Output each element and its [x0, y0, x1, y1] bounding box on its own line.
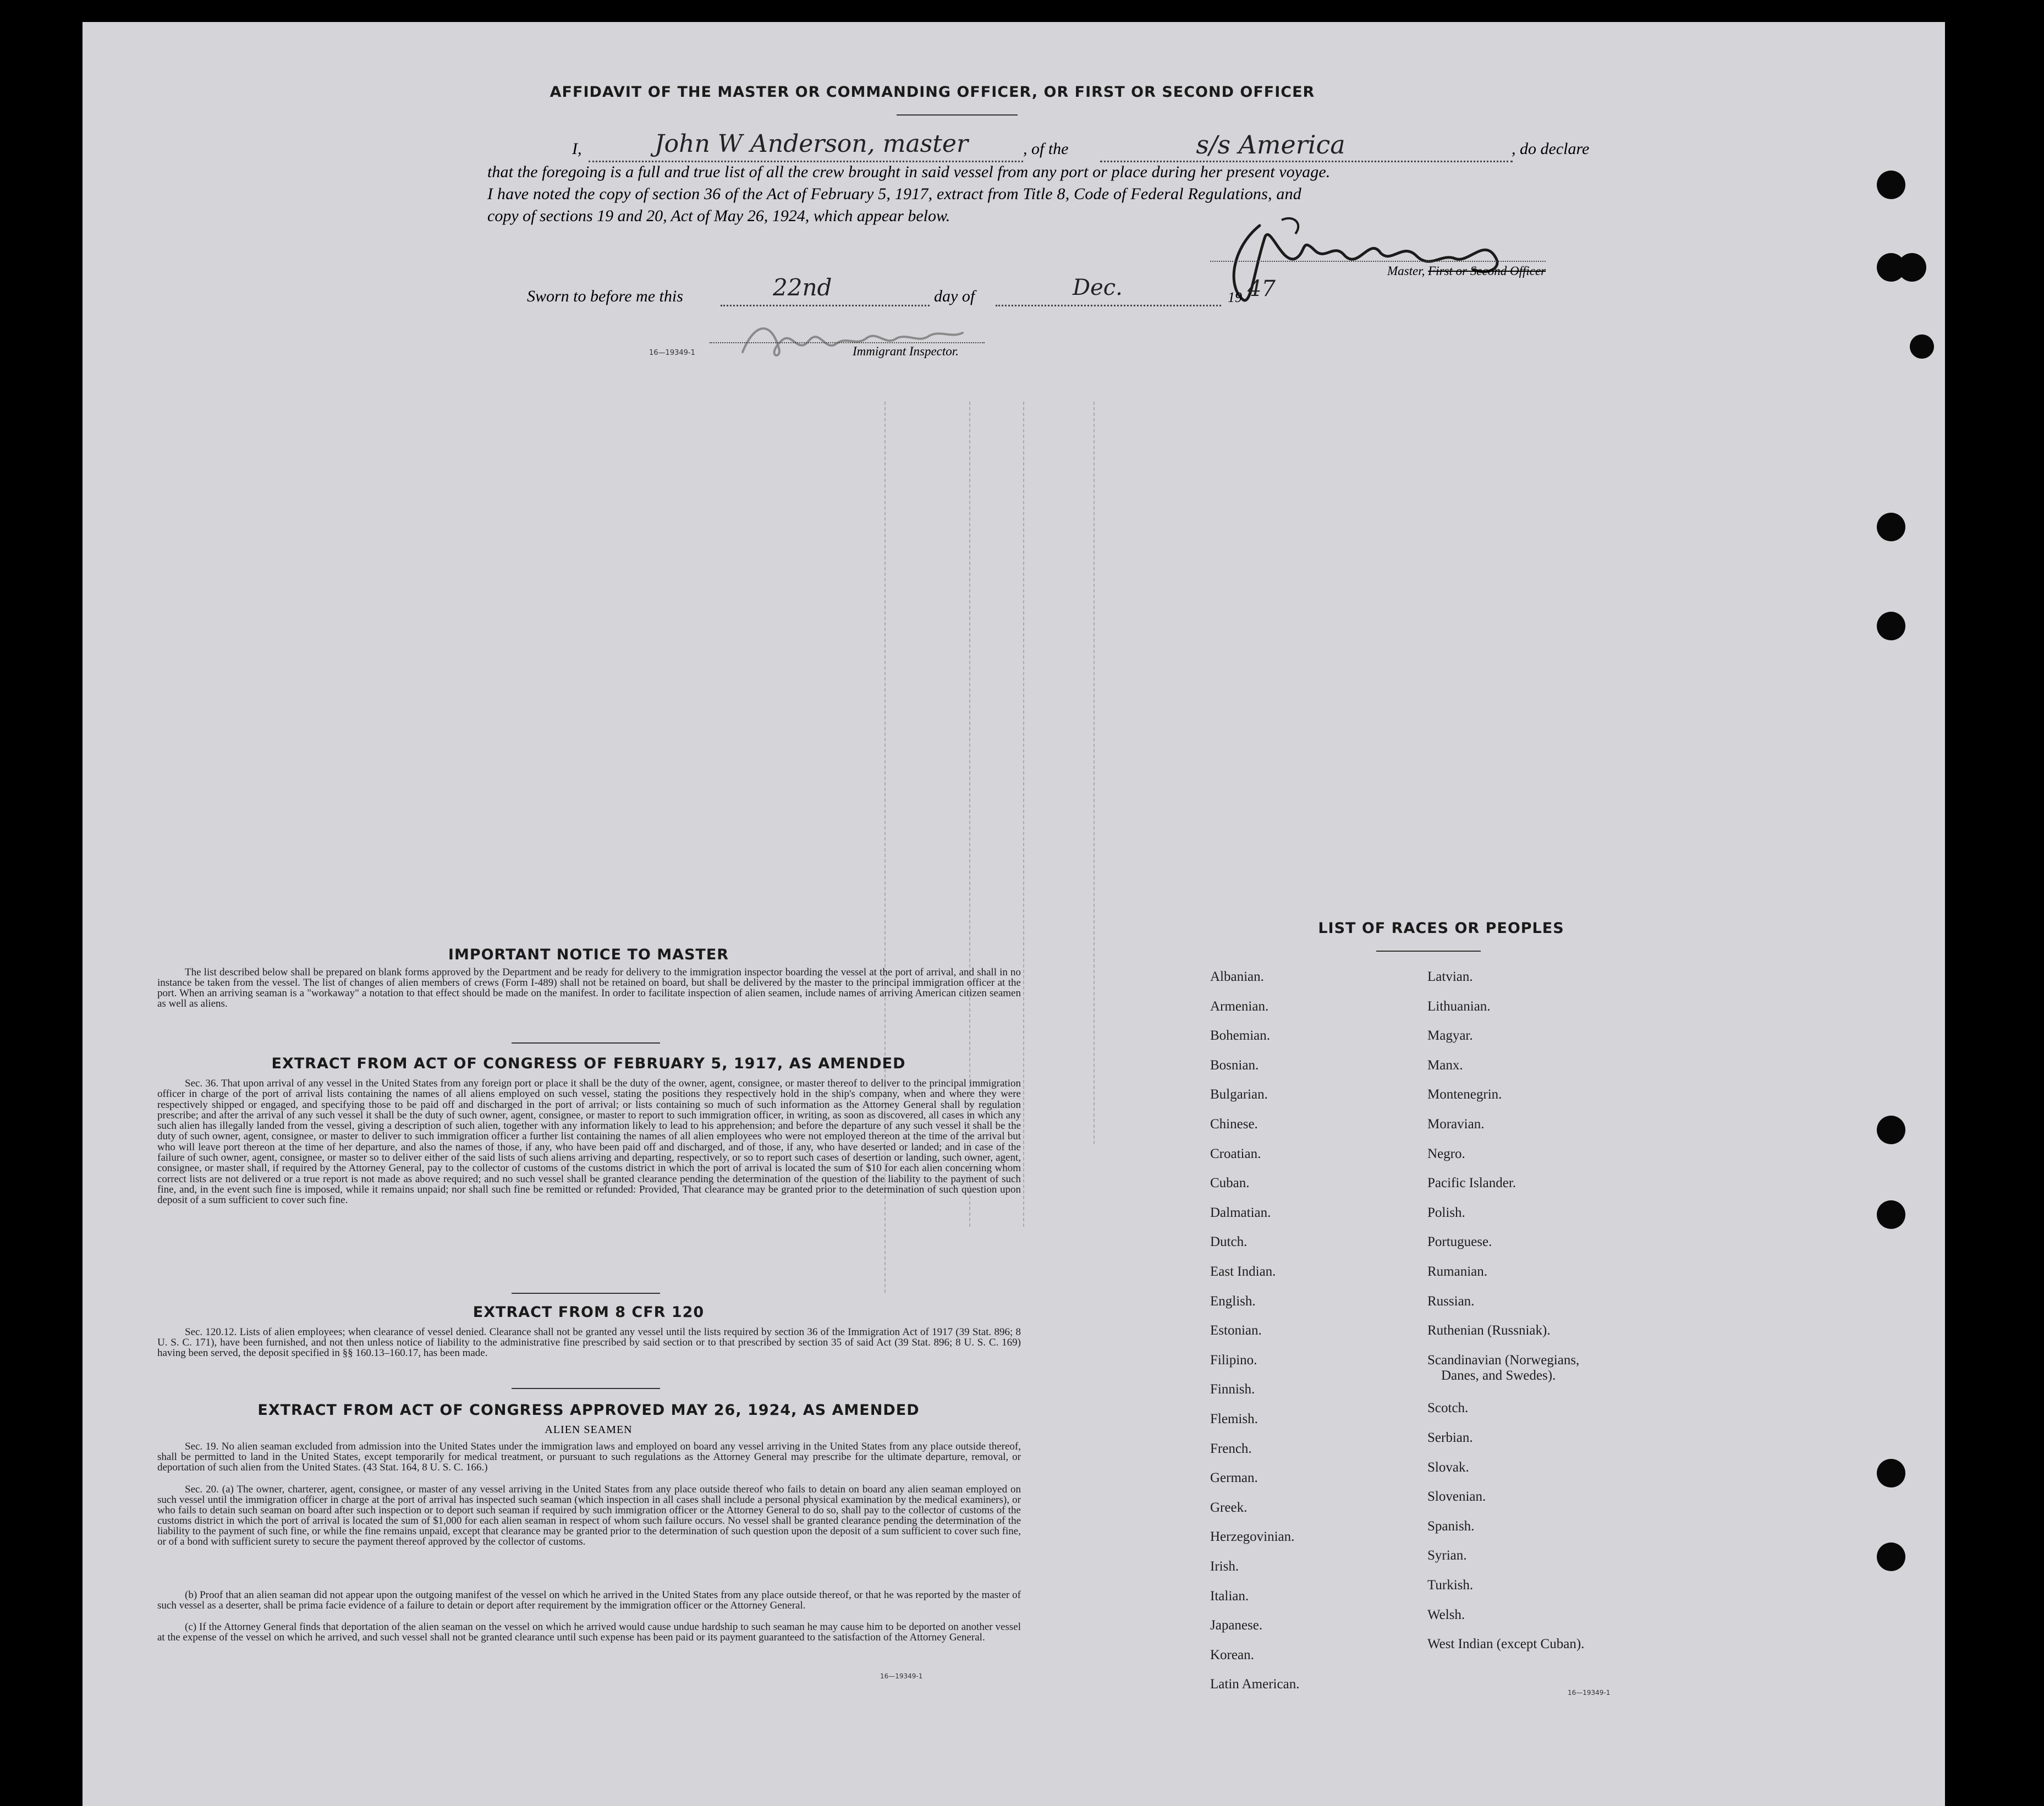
race-item: Greek. [1210, 1500, 1248, 1515]
divider-3 [512, 1388, 660, 1389]
extract-1924-sec19: Sec. 19. No alien seaman excluded from admission into the United States under the immigration laws and employed on board any vessel arriving in the United States from any place outside thereof, shall be permitted to land in the United States, except temporarily for medical treatment, or pursuant to such regulations as the Attorney General may prescribe for the ultimate departure, removal, or deportation of such alien from the United States. (43 Stat. 164, 8 U. S. C. 166.) [157, 1441, 1021, 1473]
extract-1924-title: EXTRACT FROM ACT OF CONGRESS APPROVED MAY 26, 1924, AS AMENDED [257, 1402, 920, 1419]
races-title: LIST OF RACES OR PEOPLES [1318, 920, 1564, 937]
races-rule [1376, 951, 1481, 952]
notice-title: IMPORTANT NOTICE TO MASTER [448, 946, 729, 963]
race-item: Italian. [1210, 1589, 1249, 1604]
race-item: Portuguese. [1427, 1234, 1492, 1249]
race-item: Albanian. [1210, 969, 1264, 984]
extract-cfr-text: Sec. 120.12. Lists of alien employees; when clearance of vessel denied. Clearance shall not be granted any vessel until the lists required by section 36 of the Immigration Act of 1917 (39 Stat. 896; 8 U. S. C. 171), have been furnished, and not then unless notice of liability to the administrative fine prescribed by said section or to that prescribed by section 35 of said Act (39 Stat. 896; 8 U. S. C. 169) having been served, the deposit specified in §§ 160.13–160.17, has been made. [157, 1326, 1021, 1359]
year-handwritten: 47 [1248, 276, 1276, 301]
race-item: Bohemian. [1210, 1028, 1271, 1043]
race-item: West Indian (except Cuban). [1427, 1637, 1585, 1651]
extract-1924-sec20b: (b) Proof that an alien seaman did not appear upon the outgoing manifest of the vessel on which he arrived in the United States from any place outside thereof, or that he was reported by the master of such vessel as a deserter, shall be prima facie evidence of a failure to detain or deport after requirement by the immigration officer or the Attorney General. [157, 1589, 1021, 1611]
extract-cfr-title: EXTRACT FROM 8 CFR 120 [472, 1304, 705, 1321]
race-item: Estonian. [1210, 1323, 1262, 1338]
extract-1917-text: Sec. 36. That upon arrival of any vessel in the United States from any foreign port or place it shall be the duty of the owner, agent, consignee, or master thereof to deliver to the principal immigration officer in charge of the port of arrival lists containing the names of all aliens employed on such vessel, stating the positions they respectively hold in the ship's company, when and where they were respectively shipped or engaged, and specifying those to be paid off and discharged in the port of arrival; or lists containing so much of such information as the Attorney General shall by regulation prescribe; and after the arrival of any such vessel it shall be the duty of such owner, agent, consignee, or master to report to such immigration officer, in writing, as soon as discovered, all cases in which any such alien has illegally landed from the vessel, giving a description of such alien, together with any information likely to lead to his apprehension; and before the departure of any such vessel it shall be the duty of such owner, agent, consignee, or master to deliver to such immigration officer a further list containing the names of all alien employees who were not employed thereon at the time of the arrival but who will leave port thereon at the time of her departure, and also the names of those, if any, who have been paid off and discharged, and of those, if any, who have deserted or landed; and in case of the failure of such owner, agent, consignee, or master so to deliver either of the said lists of such aliens arriving and departing, respectively, or so to report such cases of desertion or landing, such owner, agent, consignee, or master shall, if required by the Attorney General, pay to the collector of customs of the customs district in which the port of arrival is located the sum of $10 for each alien concerning whom correct lists are not delivered or a true report is not made as above required; and no such vessel shall be granted clearance pending the determination of the question of the liability to the payment of such fine, and, in the event such fine is imposed, while it remains unpaid; nor shall such fine be remitted or refunded: Provided, That clearance may be granted prior to the determination of such question upon deposit of a sum sufficient to cover such fine. [157, 1078, 1021, 1206]
divider-2 [512, 1293, 660, 1294]
race-item: Manx. [1427, 1058, 1463, 1073]
race-item: Polish. [1427, 1205, 1465, 1220]
race-item: Montenegrin. [1427, 1087, 1502, 1102]
inspector-label: Immigrant Inspector. [853, 344, 959, 358]
race-item: Scotch. [1427, 1401, 1469, 1415]
race-item: Croatian. [1210, 1146, 1261, 1161]
race-item: Japanese. [1210, 1618, 1263, 1633]
month-line [996, 305, 1221, 306]
binder-hole [1877, 171, 1905, 199]
race-item: Slovenian. [1427, 1489, 1486, 1504]
race-item: Scandinavian (Norwegians, [1427, 1353, 1580, 1368]
master-name-handwritten: John W Anderson, master [654, 130, 969, 158]
inspector-line [710, 342, 985, 343]
declare-prefix: I, [572, 140, 582, 158]
sworn-day-handwritten: 22nd [773, 274, 832, 301]
binder-hole [1910, 334, 1934, 359]
vessel-name-handwritten: s/s America [1196, 130, 1345, 160]
binder-hole [1898, 253, 1926, 282]
sworn-prefix: Sworn to before me this [527, 287, 683, 305]
officer-label-struck: First or Second Officer [1428, 264, 1546, 278]
title-rule [897, 114, 1018, 116]
race-item: Finnish. [1210, 1382, 1255, 1397]
show-through-mark [1094, 402, 1095, 1144]
divider-1 [512, 1042, 660, 1044]
race-item: Pacific Islander. [1427, 1176, 1516, 1190]
race-item: Moravian. [1427, 1117, 1485, 1132]
race-item: Slovak. [1427, 1460, 1469, 1475]
binder-hole [1877, 612, 1905, 640]
master-signature-line [1210, 261, 1546, 262]
race-item: Bosnian. [1210, 1058, 1259, 1073]
day-line [721, 305, 930, 306]
binder-hole [1877, 1459, 1905, 1487]
form-number-top: 16—19349-1 [649, 349, 695, 357]
race-item: Ruthenian (Russniak). [1427, 1323, 1551, 1338]
affidavit-title: AFFIDAVIT OF THE MASTER OR COMMANDING OFFICER, OR FIRST OR SECOND OFFICER [550, 84, 1315, 101]
race-item: Irish. [1210, 1559, 1239, 1574]
race-item: French. [1210, 1441, 1252, 1456]
sworn-month-handwritten: Dec. [1073, 275, 1123, 300]
binder-hole [1877, 1116, 1905, 1144]
race-item: German. [1210, 1470, 1258, 1485]
form-number-right: 16—19349-1 [1568, 1689, 1611, 1697]
document-page [83, 22, 1945, 1806]
show-through-mark [1023, 402, 1024, 1227]
declaration-line-4: copy of sections 19 and 20, Act of May 26, 1924, which appear below. [487, 207, 950, 225]
race-item: Syrian. [1427, 1548, 1467, 1563]
race-item: Armenian. [1210, 999, 1269, 1014]
race-item: Latvian. [1427, 969, 1473, 984]
name-line [589, 161, 1023, 162]
race-item: Turkish. [1427, 1578, 1474, 1593]
race-item: Spanish. [1427, 1519, 1475, 1534]
alien-seamen-subtitle: ALIEN SEAMEN [545, 1424, 633, 1436]
race-item: Welsh. [1427, 1607, 1465, 1622]
race-item: Latin American. [1210, 1677, 1300, 1692]
day-of-text: day of [934, 287, 975, 305]
extract-1917-title: EXTRACT FROM ACT OF CONGRESS OF FEBRUARY 5, 1917, AS AMENDED [271, 1055, 906, 1072]
form-number-left: 16—19349-1 [880, 1672, 923, 1680]
race-item: Filipino. [1210, 1353, 1257, 1368]
race-item: Cuban. [1210, 1176, 1250, 1190]
master-label [1387, 264, 1546, 278]
race-scandinavian-continuation: Danes, and Swedes). [1441, 1368, 1556, 1383]
race-item: Herzegovinian. [1210, 1529, 1295, 1544]
race-item: Dalmatian. [1210, 1205, 1271, 1220]
race-item: Dutch. [1210, 1234, 1248, 1249]
race-item: Magyar. [1427, 1028, 1473, 1043]
do-declare-text: , do declare [1512, 140, 1590, 158]
of-the-text: , of the [1023, 140, 1069, 158]
race-item: Korean. [1210, 1648, 1254, 1662]
race-item: Serbian. [1427, 1430, 1473, 1445]
year-prefix: 19 [1228, 289, 1242, 305]
extract-1924-sec20a: Sec. 20. (a) The owner, charterer, agent, consignee, or master of any vessel arriving in the United States from any place outside thereof who fails to detain on board any alien seaman employed on such vessel until the immigration officer in charge at the port of arrival has inspected such seaman (which inspection in all cases shall include a personal physical examination by the medical examiners), or who fails to detain such seaman on board after such inspection or to deport such seaman if required by such immigration officer or the Attorney General to do so, shall pay to the collector of customs of the customs district in which the port of arrival is located the sum of $1,000 for each alien seaman in respect of whom such failure occurs. No vessel shall be granted clearance pending the determination of the liability to the payment of such fine, or while the fine remains unpaid, except that clearance may be granted prior to the determination of such question upon the deposit of a sum sufficient to cover such fine, or of a bond with sufficient surety to secure the payment thereof approved by the collector of customs. [157, 1484, 1021, 1547]
declaration-line-3: I have noted the copy of section 36 of the Act of February 5, 1917, extract from Title 8, Code of Federal Regulations, and [487, 185, 1301, 203]
race-item: Lithuanian. [1427, 999, 1491, 1014]
extract-1924-sec20c: (c) If the Attorney General finds that deportation of the alien seaman on the vessel on which he arrived would cause undue hardship to such seaman he may cause him to be deported on another vessel at the expense of the vessel on which he arrived, and such vessel shall not be granted clearance until such expense has been paid or its payment guaranteed to the satisfaction of the Attorney General. [157, 1621, 1021, 1643]
vessel-line [1100, 161, 1513, 162]
master-label-text: Master, [1387, 264, 1425, 278]
race-item: Rumanian. [1427, 1264, 1488, 1279]
race-item: Bulgarian. [1210, 1087, 1268, 1102]
race-item: Chinese. [1210, 1117, 1258, 1132]
binder-hole [1877, 513, 1905, 541]
binder-hole [1877, 1542, 1905, 1571]
declaration-line-2: that the foregoing is a full and true list of all the crew brought in said vessel from any port or place during her present voyage. [487, 163, 1331, 181]
race-item: Negro. [1427, 1146, 1465, 1161]
notice-text: The list described below shall be prepared on blank forms approved by the Department and be ready for delivery to the immigration inspector boarding the vessel at the port of arrival, and shall in no instance be taken from the vessel. The list of changes of alien members of crews (Form I-489) shall not be retained on board, but shall be delivered by the master to the principal immigration officer at the port. When an arriving seaman is a "workaway" a notation to that effect should be made on the manifest. In order to facilitate inspection of alien seamen, include names of arriving American citizen seamen as well as aliens. [157, 967, 1021, 1009]
inspector-signature [732, 308, 974, 369]
binder-hole [1877, 1200, 1905, 1229]
race-item: English. [1210, 1294, 1256, 1309]
race-item: East Indian. [1210, 1264, 1276, 1279]
race-item: Russian. [1427, 1294, 1475, 1309]
race-item: Flemish. [1210, 1412, 1258, 1426]
